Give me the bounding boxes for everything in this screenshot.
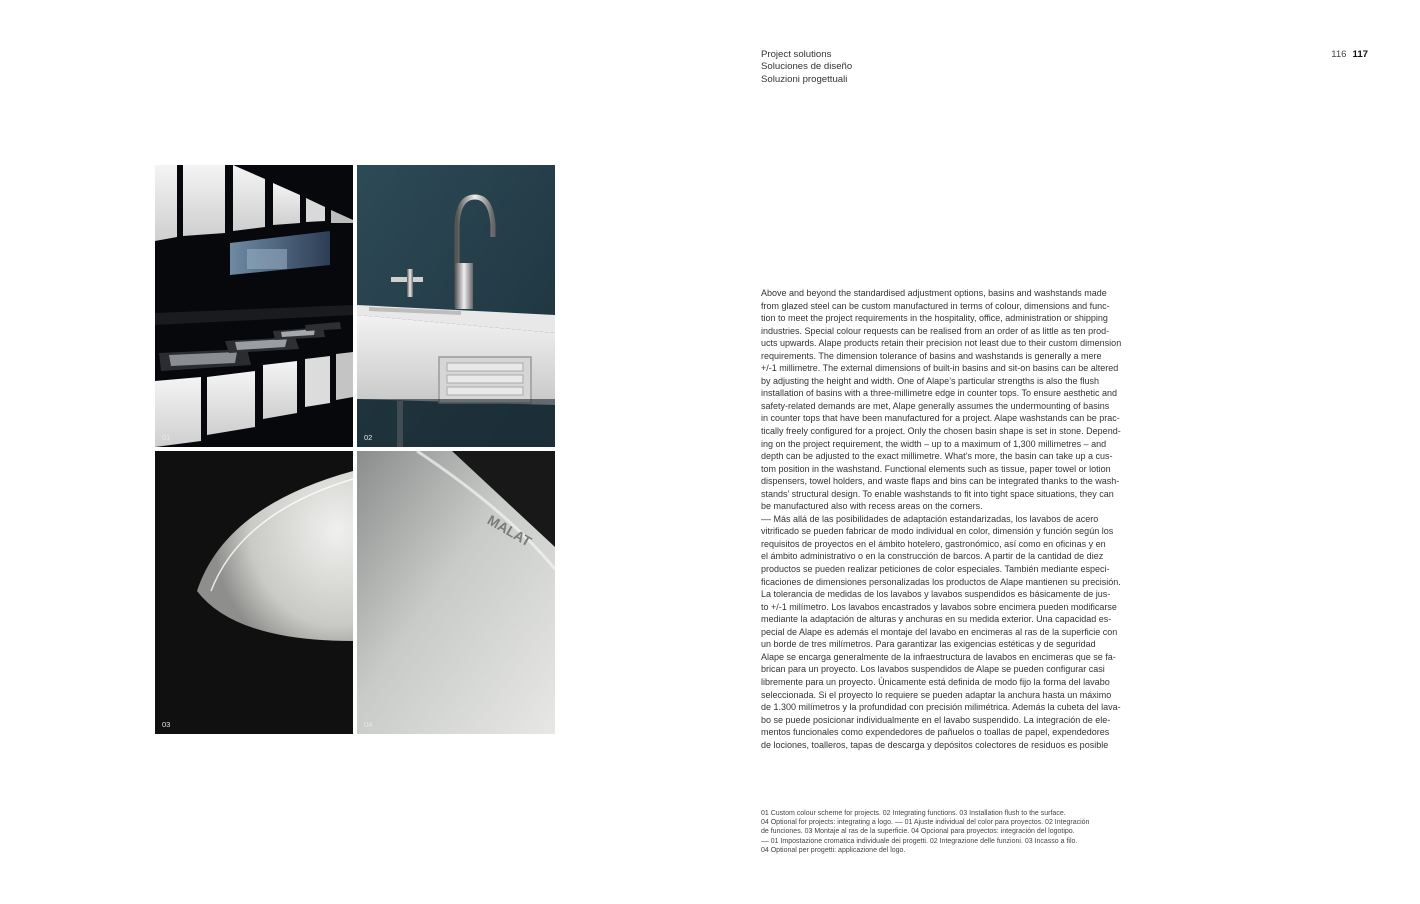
page-number-left: 116 — [1331, 49, 1347, 60]
caption-line: de funciones. 03 Montaje al ras de la superficie. 04 Opcional para proyectos: integración del logotipo. — [761, 828, 1075, 836]
body-text-line: stands’ structural design. To enable washstands to fit into tight space situations, they can — [761, 488, 1114, 499]
body-text-line: requirements. The dimension tolerance of basins and washstands is generally a mere — [761, 350, 1102, 361]
caption-line: 01 Custom colour scheme for projects. 02 Integrating functions. 03 Installation flush to the surface. — [761, 810, 1066, 817]
page-numbers — [1331, 49, 1368, 61]
body-text-line: ing on the project requirement, the width – up to a maximum of 1,300 millimetres – and — [761, 438, 1107, 449]
body-text-line: ucts upwards. Alape products retain their precision not least due to their custom dimension — [761, 338, 1122, 349]
body-text-line: el ámbito administrativo o en la construcción de barcos. A partir de la cantidad de diez — [761, 551, 1104, 562]
body-text-line: tically freely configured for a project. Only the chosen basin shape is set in stone. Depend- — [761, 426, 1121, 437]
photo-washroom-dark — [155, 165, 353, 447]
section-title — [761, 49, 852, 86]
body-text-line: pecial de Alape es además el montaje del lavabo en encimeras al ras de la superficie con — [761, 626, 1118, 637]
photo-flush-basin — [155, 451, 353, 734]
body-text — [761, 287, 1121, 751]
body-text-line: bo se puede posicionar individualmente en el lavabo suspendido. La integración de ele- — [761, 714, 1111, 725]
body-text-line: safety-related demands are met, Alape generally assumes the undermounting of basins — [761, 400, 1110, 411]
body-text-line: mentos funcionales como expendedores de pañuelos o toallas de papel, expendedores — [761, 727, 1110, 738]
caption-line: 04 Optional per progetti: applicazione del logo. — [761, 846, 906, 854]
body-text-line: seleccionada. Si el proyecto lo requiere se pueden adaptar la anchura hasta un máximo — [761, 689, 1112, 700]
photo-washstand-faucet — [357, 165, 555, 447]
body-text-line: de 1.300 milímetros y la profundidad con precisión milimétrica. Además la cubeta del lava- — [761, 702, 1121, 713]
body-text-line: tom position in the washstand. Functional elements such as tissue, paper towel or lotion — [761, 463, 1111, 474]
photo-number: 01 — [162, 433, 171, 442]
body-text-line: un borde de tres milímetros. Para garantizar las exigencias estéticas y de seguridad — [761, 639, 1096, 650]
photo-captions — [761, 809, 1121, 855]
body-text-line: dispensers, towel holders, and waste flaps and bins can be integrated thanks to the wash- — [761, 476, 1120, 487]
body-text-line: de lociones, toalleros, tapas de descarga y depósitos colectores de residuos es posible — [761, 739, 1109, 750]
body-text-line: requisitos de proyectos en el ámbito hotelero, gastronómico, así como en oficinas y en — [761, 538, 1106, 549]
body-text-line: libremente para un proyecto. Únicamente está definida de modo fijo la forma del lavabo — [761, 676, 1110, 687]
body-text-line: La tolerancia de medidas de los lavabos y lavabos suspendidos es básicamente de jus- — [761, 589, 1111, 600]
logo-engraving: MALAT — [484, 511, 535, 550]
body-text-line: vitrificado se pueden fabricar de modo individual en color, dimensión y función según los — [761, 526, 1114, 537]
body-text-line: +/-1 millimetre. The external dimensions of built-in basins and sit-on basins can be altered — [761, 363, 1119, 374]
body-text-line: from glazed steel can be custom manufactured in terms of colour, dimensions and func- — [761, 300, 1110, 311]
section-title-en: Project solutions — [761, 49, 832, 60]
body-text-line: brican para un proyecto. Los lavabos suspendidos de Alape se pueden configurar casi — [761, 664, 1105, 675]
caption-line: –– 01 Impostazione cromatica individuale dei progetti. 02 Integrazione delle funzioni. 03 Incasso a filo. — [761, 837, 1078, 845]
body-text-line: by adjusting the height and width. One of Alape’s particular strengths is also the flush — [761, 375, 1100, 386]
body-text-line: be manufactured also with recess areas on the corners. — [761, 501, 983, 512]
body-text-line: installation of basins with a three-millimetre edge in counter tops. To ensure aesthetic and — [761, 388, 1118, 399]
photo-number: 02 — [364, 433, 373, 442]
photo-logo-basin — [357, 451, 555, 734]
section-title-it: Soluzioni progettuali — [761, 73, 848, 85]
body-text-line: mediante la adaptación de alturas y anchuras en su medida exterior. Una capacidad es- — [761, 614, 1112, 625]
body-text-line: –– Más allá de las posibilidades de adaptación estandarizadas, los lavabos de acero — [761, 513, 1099, 524]
body-text-line: in counter tops that have been manufactured for a project. Alape washstands can be prac- — [761, 413, 1120, 424]
body-text-line: Alape se encarga generalmente de la infraestructura de lavabos en encimeras que se fa- — [761, 651, 1116, 662]
body-text-line: industries. Special colour requests can be realised from an order of as little as ten prod- — [761, 325, 1110, 336]
body-text-line: Above and beyond the standardised adjustment options, basins and washstands made — [761, 288, 1107, 298]
caption-line: 04 Optional for projects: integrating a logo. –– 01 Ajuste individual del color para proyectos. 02 Integración — [761, 819, 1090, 827]
body-text-line: depth can be adjusted to the exact millimetre. What’s more, the basin can take up a cus- — [761, 451, 1113, 462]
body-text-line: ficaciones de dimensiones personalizadas los productos de Alape mantienen su precisión. — [761, 576, 1121, 587]
page-number-right: 117 — [1352, 49, 1368, 60]
body-text-line: to +/-1 milímetro. Los lavabos encastrados y lavabos sobre encimera pueden modificarse — [761, 601, 1117, 612]
body-text-line: tion to meet the project requirements in the hospitality, office, administration or shipping — [761, 313, 1108, 324]
photo-number: 04 — [364, 720, 373, 729]
body-text-line: productos se pueden realizar peticiones de color especiales. También mediante especi- — [761, 564, 1110, 575]
photo-number: 03 — [162, 720, 171, 729]
section-title-es: Soluciones de diseño — [761, 61, 853, 73]
